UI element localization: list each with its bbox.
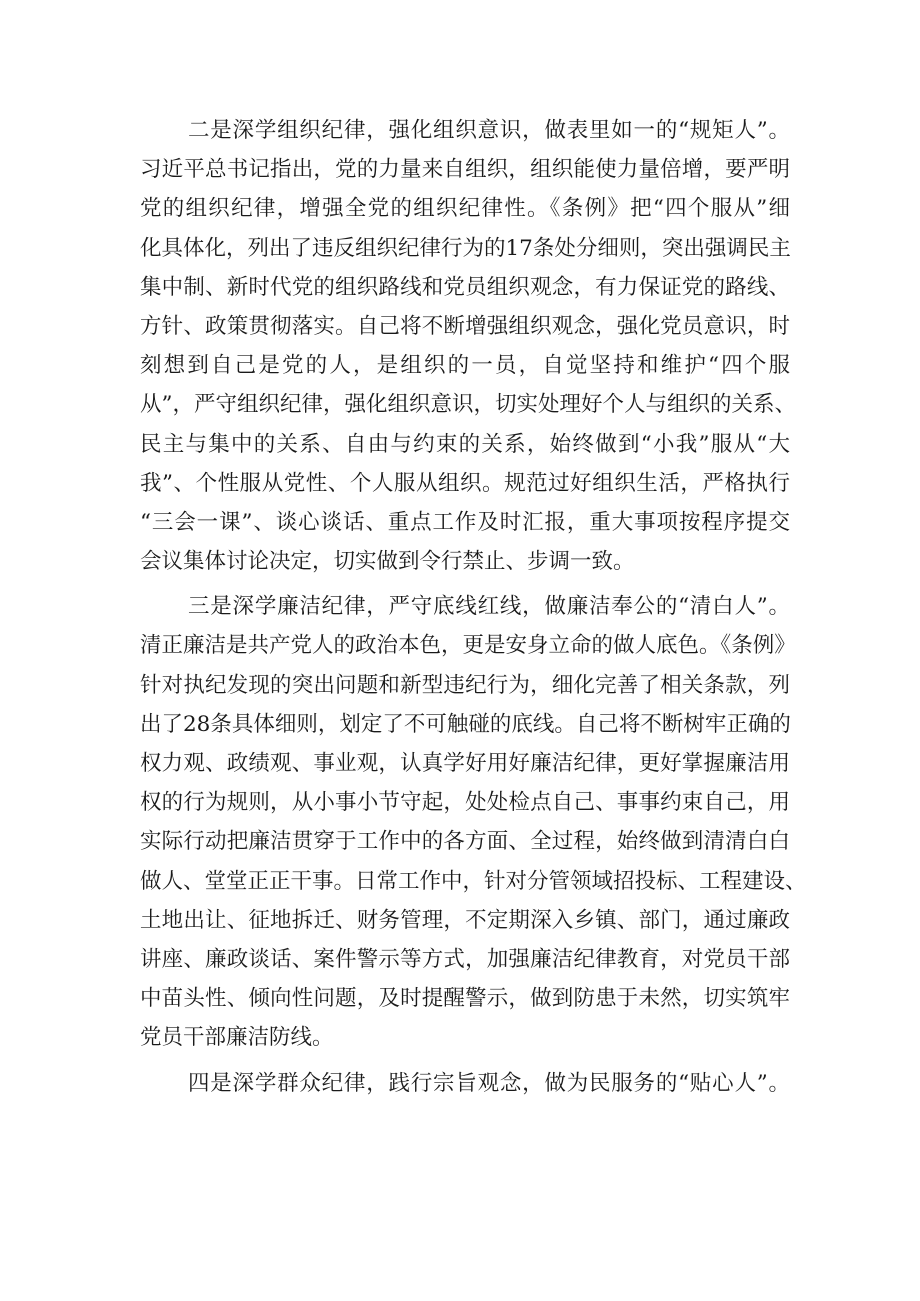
text-line: 方针、政策贯彻落实。自己将不断增强组织观念，强化党员意识，时 [140, 313, 790, 339]
text-line: 做人、堂堂正正干事。日常工作中，针对分管领域招投标、工程建设、 [140, 868, 807, 894]
text-line: 二是深学组织纪律，强化组织意识，做表里如一的“规矩人”。 [188, 118, 790, 143]
text-line: 党员干部廉洁防线。 [140, 1025, 334, 1051]
text-line: 会议集体讨论决定，切实做到令行禁止、步调一致。 [140, 549, 635, 575]
text-line: 党的组织纪律，增强全党的组织纪律性。《条例》把“四个服从”细 [140, 196, 790, 222]
text-line: 讲座、廉政谈话、案件警示等方式，加强廉洁纪律教育，对党员干部 [140, 946, 790, 972]
text-line: 化具体化，列出了违反组织纪律行为的17条处分细则，突出强调民主 [140, 235, 791, 261]
text-line: 清正廉洁是共产党人的政治本色，更是安身立命的做人底色。《条例》 [140, 633, 796, 659]
text-line: 实际行动把廉洁贯穿于工作中的各方面、全过程，始终做到清清白白 [140, 829, 790, 855]
text-line: 习近平总书记指出，党的力量来自组织，组织能使力量倍增，要严明 [140, 157, 790, 183]
text-line: 集中制、新时代党的组织路线和党员组织观念，有力保证党的路线、 [140, 274, 790, 300]
text-line: 针对执纪发现的突出问题和新型违纪行为，细化完善了相关条款，列 [140, 672, 790, 698]
paragraph-integrity-discipline [140, 587, 807, 1057]
text-line: 四是深学群众纪律，践行宗旨观念，做为民服务的“贴心人”。 [188, 1070, 790, 1096]
text-line: 中苗头性、倾向性问题，及时提醒警示，做到防患于未然，切实筑牢 [140, 986, 790, 1012]
document-body [140, 111, 807, 1103]
text-line: 民主与集中的关系、自由与约束的关系，始终做到“小我”服从“大 [140, 431, 790, 457]
text-line: 权力观、政绩观、事业观，认真学好用好廉洁纪律，更好掌握廉洁用 [140, 751, 790, 776]
text-line: 从”，严守组织纪律，强化组织意识，切实处理好个人与组织的关系、 [140, 392, 796, 418]
text-line: 土地出让、征地拆迁、财务管理，不定期深入乡镇、部门，通过廉政 [140, 907, 790, 933]
text-line: 三是深学廉洁纪律，严守底线红线，做廉洁奉公的“清白人”。 [188, 594, 790, 620]
text-line: 刻想到自己是党的人，是组织的一员，自觉坚持和维护“四个服 [140, 353, 790, 379]
text-line: 我”、个性服从党性、个人服从组织。规范过好组织生活，严格执行 [140, 470, 790, 496]
text-line: “三会一课”、谈心谈话、重点工作及时汇报，重大事项按程序提交 [140, 509, 790, 535]
paragraph-organization-discipline [140, 111, 796, 581]
paragraph-mass-discipline [140, 1064, 790, 1103]
text-line: 出了28条具体细则，划定了不可触碰的底线。自己将不断树牢正确的 [140, 711, 791, 737]
text-line: 权的行为规则，从小事小节守起，处处检点自己、事事约束自己，用 [140, 790, 790, 816]
